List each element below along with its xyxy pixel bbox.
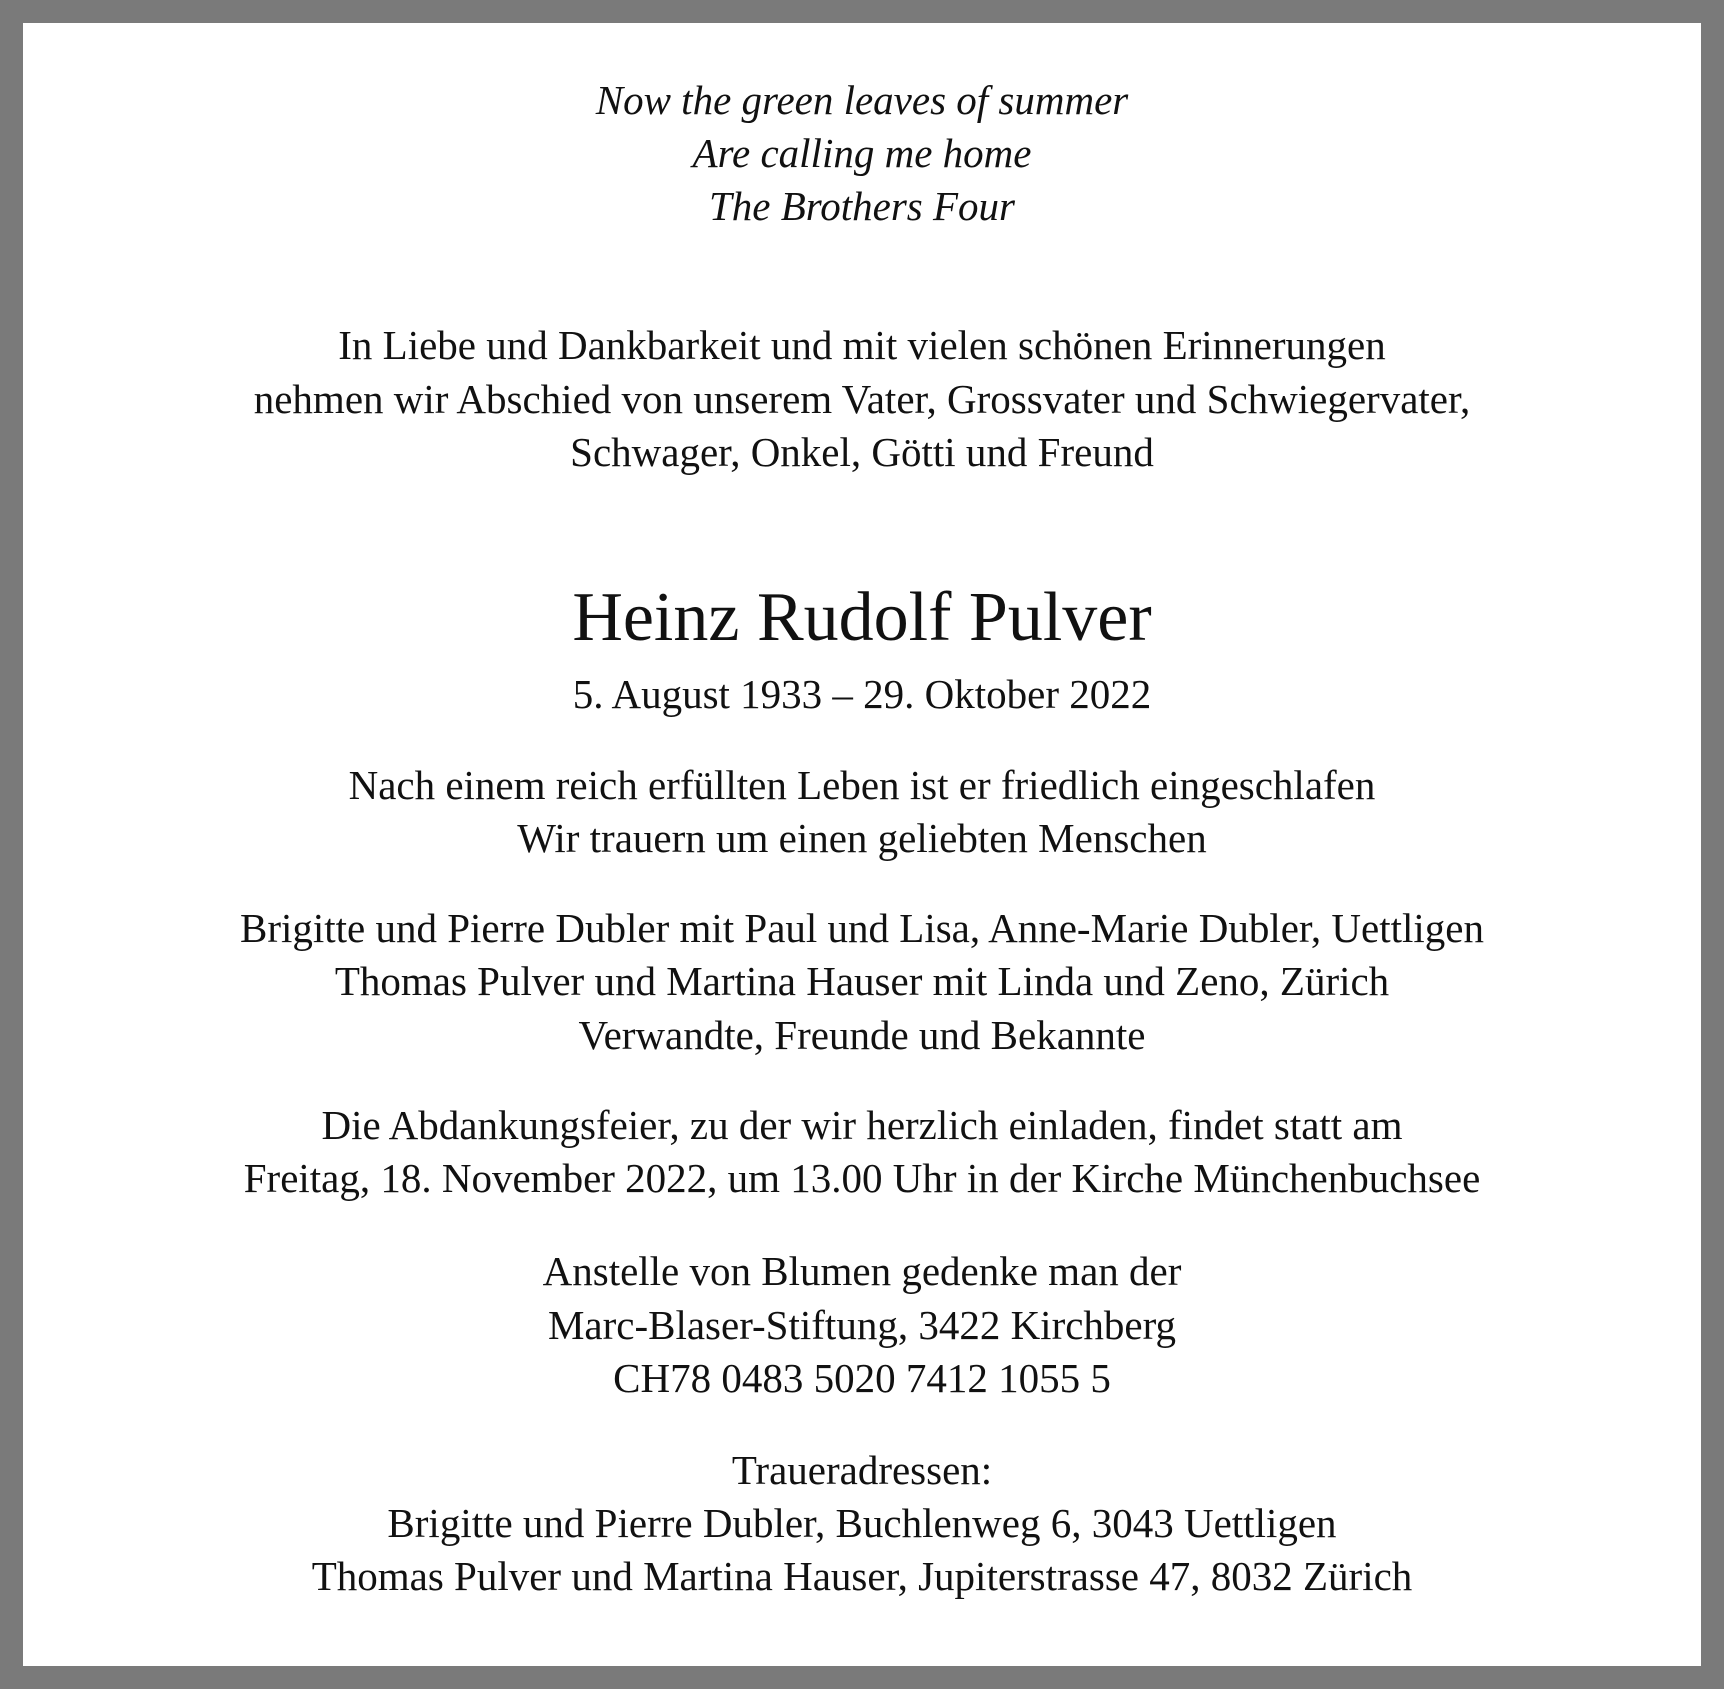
ceremony-line-1: Die Abdankungsfeier, zu der wir herzlich einladen, findet statt am bbox=[321, 1102, 1403, 1148]
mourning-line-1: Nach einem reich erfüllten Leben ist er friedlich eingeschlafen bbox=[348, 762, 1376, 808]
address-line-2: Thomas Pulver und Martina Hauser, Jupiterstrasse 47, 8032 Zürich bbox=[311, 1553, 1413, 1599]
donation-line-1: Anstelle von Blumen gedenke man der bbox=[542, 1248, 1182, 1294]
intro-line-1: In Liebe und Dankbarkeit und mit vielen schönen Erinnerungen bbox=[338, 322, 1386, 368]
family-line-1: Brigitte und Pierre Dubler mit Paul und Lisa, Anne-Marie Dubler, Uettligen bbox=[239, 905, 1485, 951]
epigraph-line-1: Now the green leaves of summer bbox=[595, 77, 1129, 123]
obituary-notice bbox=[23, 23, 1701, 1666]
epigraph-line-3: The Brothers Four bbox=[709, 183, 1015, 229]
addresses-heading: Traueradressen: bbox=[731, 1447, 993, 1493]
ceremony-line-2: Freitag, 18. November 2022, um 13.00 Uhr in der Kirche Münchenbuchsee bbox=[243, 1155, 1481, 1201]
family-line-3: Verwandte, Freunde und Bekannte bbox=[578, 1012, 1146, 1058]
deceased-name: Heinz Rudolf Pulver bbox=[572, 579, 1152, 656]
address-line-1: Brigitte und Pierre Dubler, Buchlenweg 6, 3043 Uettligen bbox=[387, 1500, 1337, 1546]
donation-line-2: Marc-Blaser-Stiftung, 3422 Kirchberg bbox=[547, 1302, 1177, 1348]
intro-line-3: Schwager, Onkel, Götti und Freund bbox=[570, 429, 1154, 475]
family-line-2: Thomas Pulver und Martina Hauser mit Linda und Zeno, Zürich bbox=[334, 958, 1390, 1004]
mourning-line-2: Wir trauern um einen geliebten Menschen bbox=[517, 815, 1207, 861]
life-dates: 5. August 1933 – 29. Oktober 2022 bbox=[572, 671, 1152, 717]
epigraph-line-2: Are calling me home bbox=[692, 130, 1032, 176]
intro-line-2: nehmen wir Abschied von unserem Vater, Grossvater und Schwiegervater, bbox=[253, 376, 1471, 422]
donation-iban: CH78 0483 5020 7412 1055 5 bbox=[613, 1355, 1111, 1401]
